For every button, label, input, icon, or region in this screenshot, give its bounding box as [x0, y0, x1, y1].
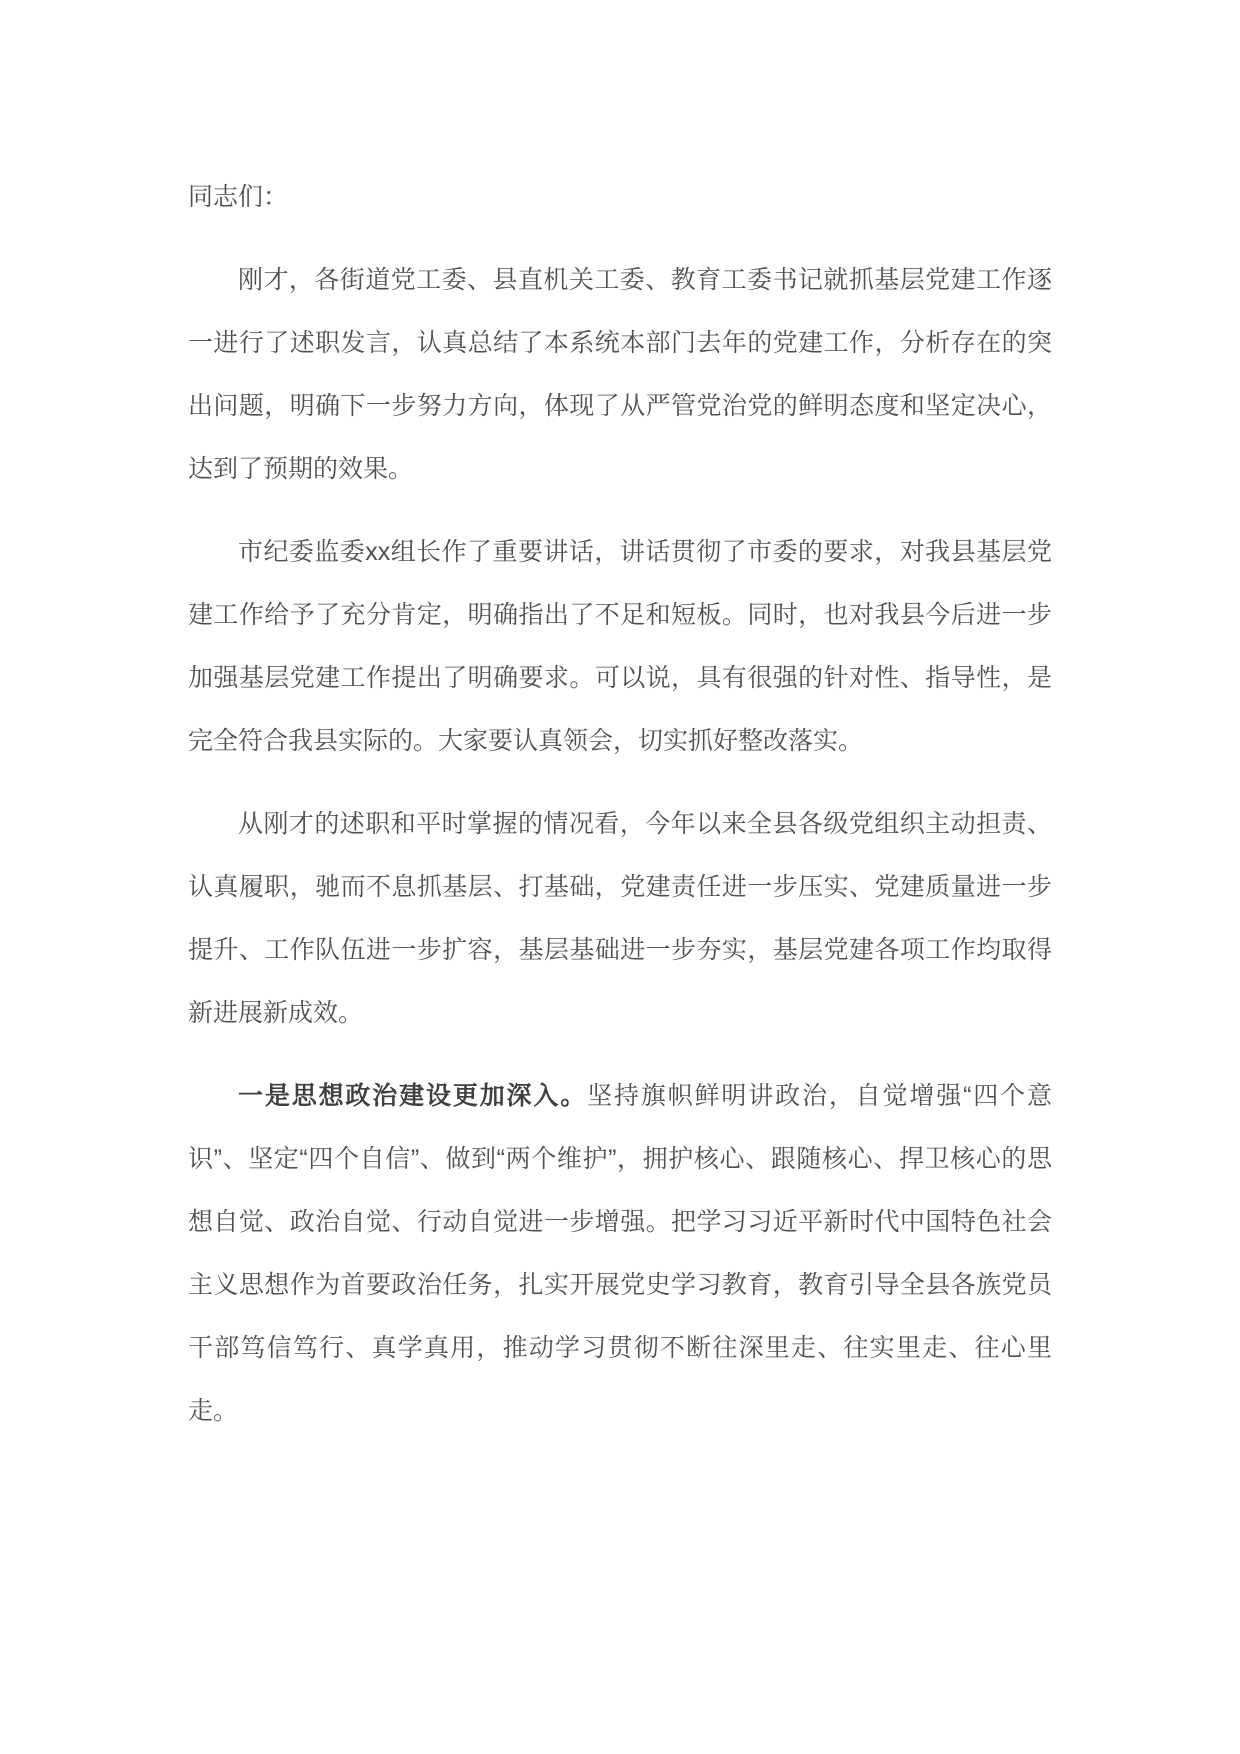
- paragraph-point-one-text: 坚持旗帜鲜明讲政治，自觉增强“四个意识”、坚定“四个自信”、做到“两个维护”，拥护核心、跟随核心、捍卫核心的思想自觉、政治自觉、行动自觉进一步增强。把学习习近平新时代中国特色社会主义思想作为首要政治任务，扎实开展党史学习教育，教育引导全县各族党员干部笃信笃行、真学真用，推动学习贯彻不断往深里走、往实里走、往心里走。: [188, 1082, 1052, 1425]
- paragraph-report-summary: [188, 249, 1052, 501]
- paragraph-report-summary-text: 刚才，各街道党工委、县直机关工委、教育工委书记就抓基层党建工作逐一进行了述职发言，认真总结了本系统本部门去年的党建工作，分析存在的突出问题，明确下一步努力方向，体现了从严管党治党的鲜明态度和坚定决心，达到了预期的效果。: [188, 266, 1052, 483]
- paragraph-point-one-heading: 一是思想政治建设更加深入。: [238, 1082, 588, 1110]
- paragraph-overall-progress: [188, 793, 1052, 1045]
- salutation-text: 同志们：: [188, 183, 289, 211]
- paragraph-leader-speech-text: 市纪委监委xx组长作了重要讲话，讲话贯彻了市委的要求，对我县基层党建工作给予了充分肯定，明确指出了不足和短板。同时，也对我县今后进一步加强基层党建工作提出了明确要求。可以说，具有很强的针对性、指导性，是完全符合我县实际的。大家要认真领会，切实抓好整改落实。: [188, 538, 1052, 755]
- paragraph-point-one: [188, 1065, 1052, 1443]
- paragraph-leader-speech: [188, 521, 1052, 773]
- salutation-line: [188, 166, 1052, 229]
- paragraph-overall-progress-text: 从刚才的述职和平时掌握的情况看，今年以来全县各级党组织主动担责、认真履职，驰而不息抓基层、打基础，党建责任进一步压实、党建质量进一步提升、工作队伍进一步扩容，基层基础进一步夯实，基层党建各项工作均取得新进展新成效。: [188, 810, 1052, 1027]
